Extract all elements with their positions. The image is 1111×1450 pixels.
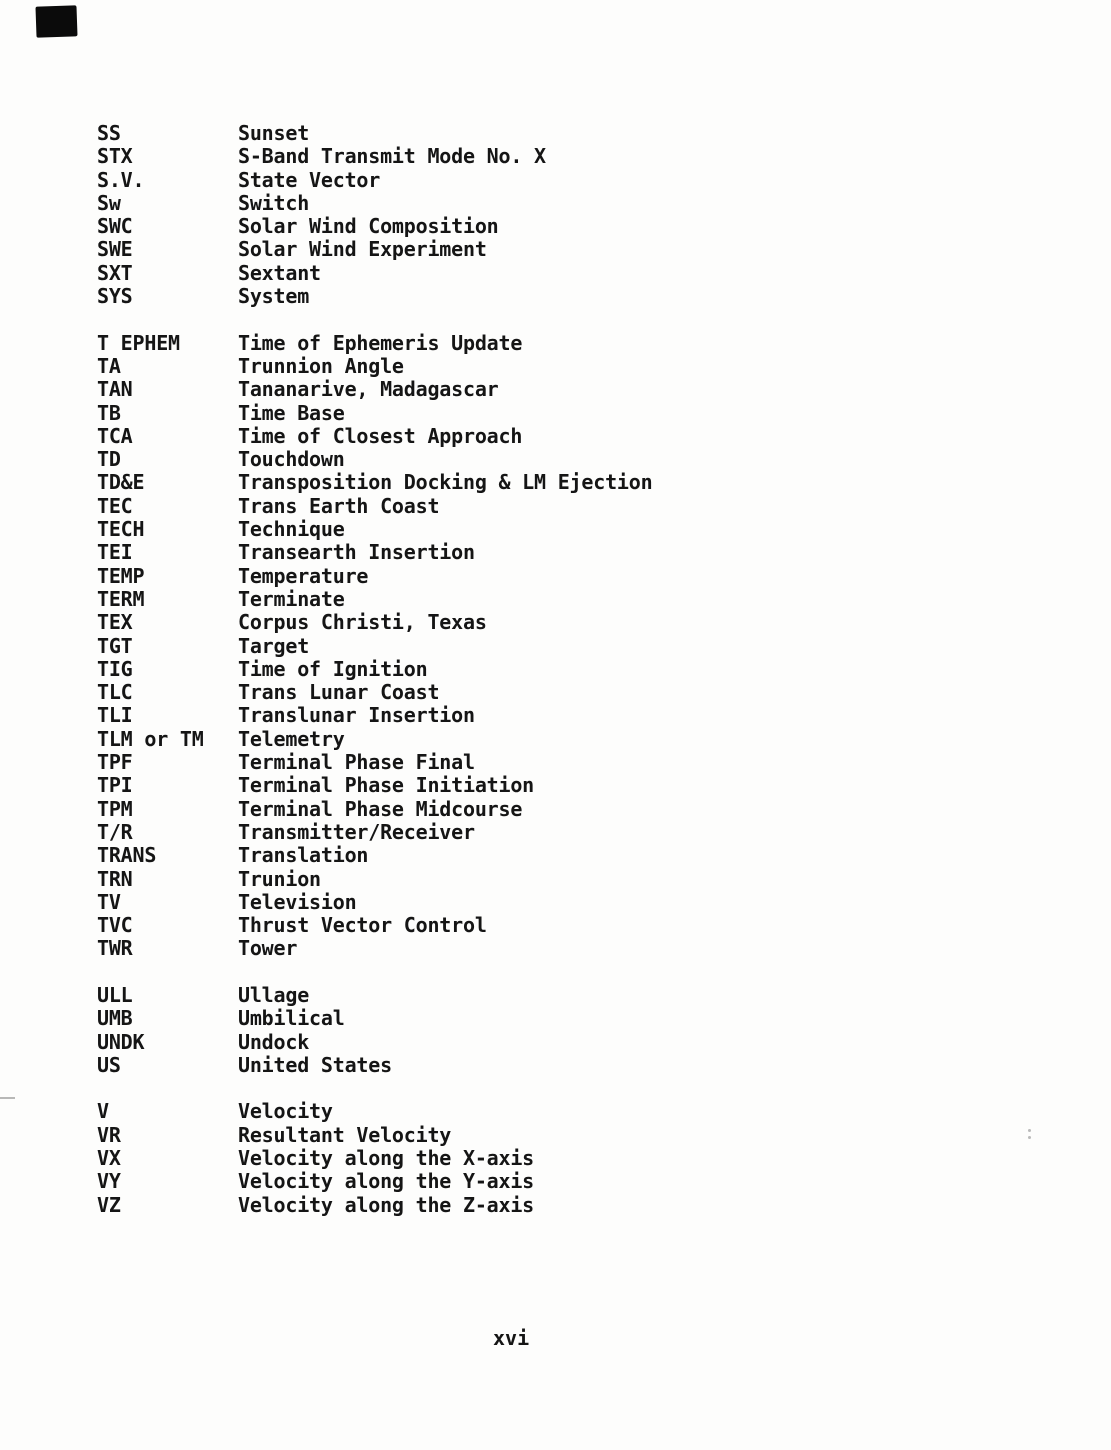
abbreviation: Sw bbox=[97, 190, 121, 215]
abbreviation: TEC bbox=[97, 493, 133, 518]
definition: Umbilical bbox=[238, 1006, 345, 1031]
glossary-row bbox=[97, 751, 652, 774]
definition: Switch bbox=[238, 190, 310, 215]
glossary-row bbox=[97, 1147, 652, 1170]
abbreviation: SWC bbox=[97, 214, 133, 239]
abbreviation: UNDK bbox=[97, 1029, 145, 1054]
definition: Velocity along the Y-axis bbox=[238, 1169, 535, 1194]
glossary-row bbox=[97, 658, 652, 681]
definition: Tananarive, Madagascar bbox=[238, 377, 499, 402]
glossary-row bbox=[97, 937, 652, 960]
glossary-row bbox=[97, 262, 652, 285]
definition: Terminate bbox=[238, 586, 345, 611]
scan-speck-artifact bbox=[1028, 1129, 1031, 1132]
definition: Velocity bbox=[238, 1099, 333, 1124]
glossary-row bbox=[97, 1170, 652, 1193]
definition: State Vector bbox=[238, 167, 381, 192]
abbreviation: TD&E bbox=[97, 470, 145, 495]
definition: Time of Ephemeris Update bbox=[238, 330, 523, 355]
scan-ink-blot-artifact bbox=[35, 5, 77, 37]
abbreviation: TRANS bbox=[97, 843, 157, 868]
definition: System bbox=[238, 284, 310, 309]
abbreviation: STX bbox=[97, 144, 133, 169]
glossary-row bbox=[97, 774, 652, 797]
glossary-row bbox=[97, 192, 652, 215]
abbreviation: VR bbox=[97, 1122, 121, 1147]
glossary-row bbox=[97, 145, 652, 168]
definition: Terminal Phase Final bbox=[238, 750, 475, 775]
glossary-row bbox=[97, 448, 652, 471]
glossary-row bbox=[97, 588, 652, 611]
definition: Time of Ignition bbox=[238, 656, 428, 681]
definition: Temperature bbox=[238, 563, 369, 588]
glossary-row bbox=[97, 728, 652, 751]
glossary-row bbox=[97, 681, 652, 704]
definition: Trans Earth Coast bbox=[238, 493, 440, 518]
abbreviation: TWR bbox=[97, 936, 133, 961]
glossary-row bbox=[97, 1031, 652, 1054]
glossary-row bbox=[97, 122, 652, 145]
definition: Velocity along the Z-axis bbox=[238, 1192, 535, 1217]
definition: Television bbox=[238, 889, 357, 914]
glossary-row bbox=[97, 332, 652, 355]
abbreviation: TLM or TM bbox=[97, 726, 204, 751]
abbreviation: SS bbox=[97, 121, 121, 145]
abbreviation: TEMP bbox=[97, 563, 145, 588]
glossary-row bbox=[97, 565, 652, 588]
glossary-row bbox=[97, 215, 652, 238]
definition: Telemetry bbox=[238, 726, 345, 751]
glossary-row bbox=[97, 891, 652, 914]
abbreviation: VY bbox=[97, 1169, 121, 1194]
glossary-row bbox=[97, 984, 652, 1007]
abbreviation: ULL bbox=[97, 982, 133, 1007]
glossary-row bbox=[97, 1007, 652, 1030]
abbreviation: TPM bbox=[97, 796, 133, 821]
definition: Velocity along the X-axis bbox=[238, 1146, 535, 1171]
glossary-row bbox=[97, 1100, 652, 1123]
glossary-row bbox=[97, 355, 652, 378]
glossary-row bbox=[97, 495, 652, 518]
definition: Undock bbox=[238, 1029, 310, 1054]
glossary-row bbox=[97, 611, 652, 634]
glossary-row bbox=[97, 704, 652, 727]
definition: Translation bbox=[238, 843, 369, 868]
abbreviation: TVC bbox=[97, 913, 133, 938]
definition: Sextant bbox=[238, 260, 321, 285]
definition: Transmitter/Receiver bbox=[238, 819, 475, 844]
definition: Tower bbox=[238, 936, 298, 961]
glossary-list bbox=[97, 122, 652, 1240]
definition: Resultant Velocity bbox=[238, 1122, 452, 1147]
abbreviation: SXT bbox=[97, 260, 133, 285]
abbreviation: T/R bbox=[97, 819, 133, 844]
definition: Solar Wind Experiment bbox=[238, 237, 487, 262]
definition: Corpus Christi, Texas bbox=[238, 610, 487, 635]
definition: Time of Closest Approach bbox=[238, 423, 523, 448]
abbreviation: VX bbox=[97, 1146, 121, 1171]
glossary-row bbox=[97, 821, 652, 844]
glossary-row bbox=[97, 635, 652, 658]
page-number: xvi bbox=[493, 1326, 530, 1350]
definition: Trunion bbox=[238, 866, 321, 891]
definition: Translunar Insertion bbox=[238, 703, 475, 728]
glossary-row bbox=[97, 285, 652, 308]
abbreviation: TIG bbox=[97, 656, 133, 681]
abbreviation: TPI bbox=[97, 773, 133, 798]
abbreviation: S.V. bbox=[97, 167, 145, 192]
definition: Touchdown bbox=[238, 447, 345, 472]
definition: Solar Wind Composition bbox=[238, 214, 499, 239]
definition: Terminal Phase Midcourse bbox=[238, 796, 523, 821]
definition: Thrust Vector Control bbox=[238, 913, 487, 938]
glossary-row bbox=[97, 425, 652, 448]
glossary-row bbox=[97, 238, 652, 261]
glossary-section bbox=[97, 332, 652, 961]
glossary-row bbox=[97, 1124, 652, 1147]
definition: Terminal Phase Initiation bbox=[238, 773, 535, 798]
abbreviation: TA bbox=[97, 353, 121, 378]
abbreviation: TLI bbox=[97, 703, 133, 728]
abbreviation: TERM bbox=[97, 586, 145, 611]
abbreviation: TAN bbox=[97, 377, 133, 402]
abbreviation: UMB bbox=[97, 1006, 133, 1031]
glossary-row bbox=[97, 1194, 652, 1217]
definition: Ullage bbox=[238, 982, 310, 1007]
definition: S-Band Transmit Mode No. X bbox=[238, 144, 546, 169]
abbreviation: TGT bbox=[97, 633, 133, 658]
abbreviation: SWE bbox=[97, 237, 133, 262]
glossary-row bbox=[97, 914, 652, 937]
glossary-row bbox=[97, 868, 652, 891]
definition: Trans Lunar Coast bbox=[238, 680, 440, 705]
scan-dash-artifact bbox=[0, 1097, 15, 1099]
definition: United States bbox=[238, 1052, 392, 1077]
glossary-row bbox=[97, 471, 652, 494]
glossary-row bbox=[97, 798, 652, 821]
glossary-row bbox=[97, 844, 652, 867]
definition: Sunset bbox=[238, 121, 310, 145]
abbreviation: VZ bbox=[97, 1192, 121, 1217]
definition: Time Base bbox=[238, 400, 345, 425]
abbreviation: TV bbox=[97, 889, 121, 914]
abbreviation: US bbox=[97, 1052, 121, 1077]
abbreviation: TB bbox=[97, 400, 121, 425]
definition: Technique bbox=[238, 517, 345, 542]
abbreviation: TEI bbox=[97, 540, 133, 565]
abbreviation: TRN bbox=[97, 866, 133, 891]
glossary-row bbox=[97, 169, 652, 192]
glossary-section bbox=[97, 1100, 652, 1216]
glossary-row bbox=[97, 1054, 652, 1077]
glossary-row bbox=[97, 541, 652, 564]
glossary-section bbox=[97, 122, 652, 308]
glossary-section bbox=[97, 984, 652, 1077]
glossary-row bbox=[97, 518, 652, 541]
glossary-row bbox=[97, 378, 652, 401]
definition: Trunnion Angle bbox=[238, 353, 404, 378]
glossary-row bbox=[97, 402, 652, 425]
abbreviation: TLC bbox=[97, 680, 133, 705]
abbreviation: SYS bbox=[97, 284, 133, 309]
abbreviation: TPF bbox=[97, 750, 133, 775]
abbreviation: TEX bbox=[97, 610, 133, 635]
abbreviation: TECH bbox=[97, 517, 145, 542]
abbreviation: V bbox=[97, 1099, 109, 1124]
abbreviation: T EPHEM bbox=[97, 330, 180, 355]
definition: Transearth Insertion bbox=[238, 540, 475, 565]
abbreviation: TCA bbox=[97, 423, 133, 448]
definition: Target bbox=[238, 633, 310, 658]
definition: Transposition Docking & LM Ejection bbox=[238, 470, 653, 495]
abbreviation: TD bbox=[97, 447, 121, 472]
